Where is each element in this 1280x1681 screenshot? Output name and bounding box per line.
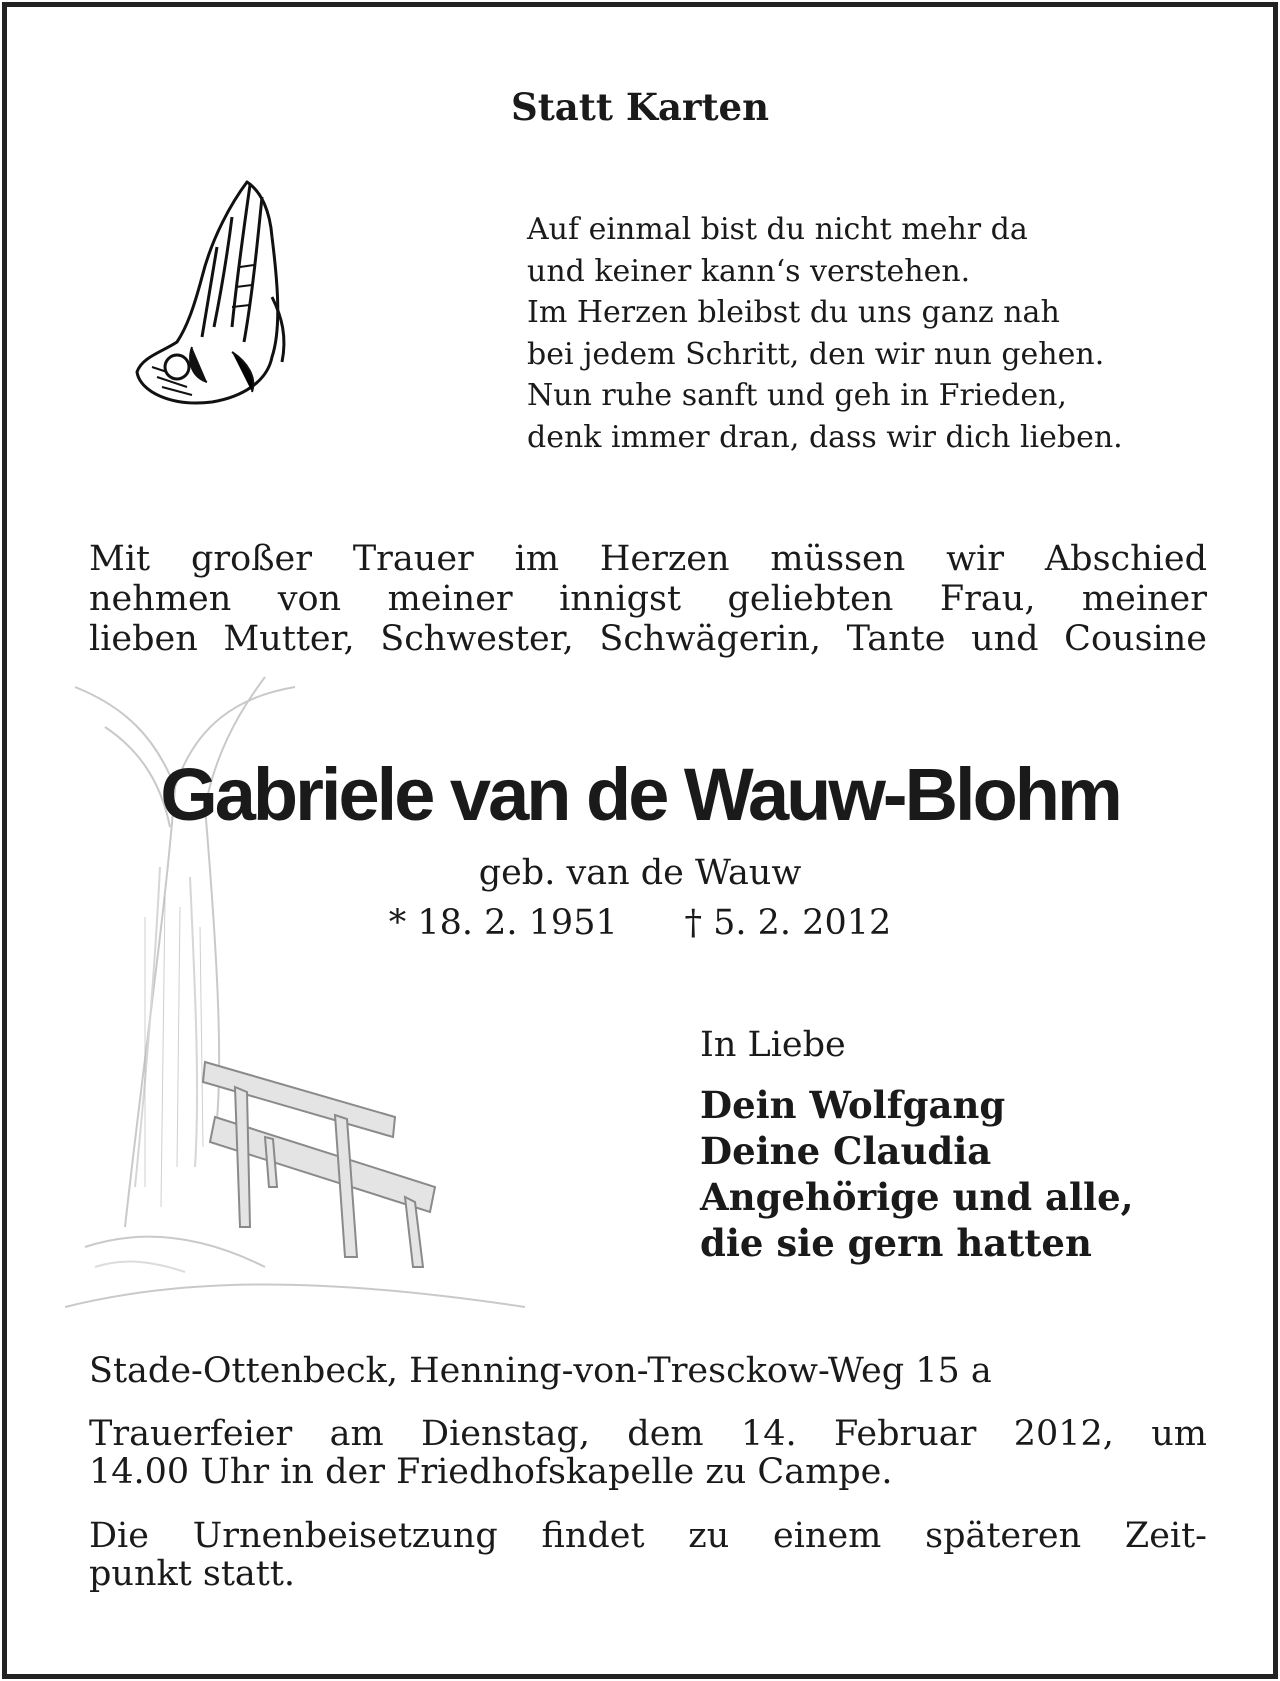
poem-line: Auf einmal bist du nicht mehr da xyxy=(527,212,1028,247)
deceased-name: Gabriele van de Wauw-Blohm xyxy=(160,753,1120,836)
poem-line: und keiner kann‘s verstehen. xyxy=(527,253,971,289)
funeral-line: Trauerfeier am Dienstag, dem 14. Februar 2012, um xyxy=(89,1414,1207,1454)
signer: Deine Claudia xyxy=(700,1129,992,1173)
poem xyxy=(527,209,1227,459)
intro-line: Mit großer Trauer im Herzen müssen wir Abschied xyxy=(89,539,1207,579)
signer: die sie gern hatten xyxy=(700,1221,1092,1265)
birth-date: * 18. 2. 1951 xyxy=(388,903,618,943)
poem-line: Im Herzen bleibst du uns ganz nah xyxy=(527,295,1060,331)
funeral-line: 14.00 Uhr in der Friedhofskapelle zu Campe. xyxy=(89,1452,893,1492)
burial-line: punkt statt. xyxy=(89,1554,296,1594)
page-title: Statt Karten xyxy=(510,85,769,129)
life-dates xyxy=(7,903,1273,943)
obituary-notice xyxy=(2,2,1278,1679)
signers-list xyxy=(700,1082,1134,1266)
death-date: † 5. 2. 2012 xyxy=(684,903,892,943)
burial-line: Die Urnenbeisetzung findet zu einem späteren Zeit- xyxy=(89,1516,1207,1556)
signer: Angehörige und alle, xyxy=(700,1175,1134,1219)
intro-line: nehmen von meiner innigst geliebten Frau, meiner xyxy=(89,579,1207,619)
poem-line: Nun ruhe sanft und geh in Frieden, xyxy=(527,378,1067,414)
signer: Dein Wolfgang xyxy=(700,1083,1006,1127)
poem-line: denk immer dran, dass wir dich lieben. xyxy=(527,419,1123,455)
address: Stade-Ottenbeck, Henning-von-Tresckow-Weg 15 a xyxy=(89,1351,992,1391)
praying-hands-icon xyxy=(132,177,292,412)
birth-name: geb. van de Wauw xyxy=(478,853,802,893)
funeral-info xyxy=(89,1415,1207,1491)
intro-line: lieben Mutter, Schwester, Schwägerin, Tante und Cousine xyxy=(89,619,1207,659)
poem-line: bei jedem Schritt, den wir nun gehen. xyxy=(527,336,1105,372)
burial-info xyxy=(89,1517,1207,1593)
greeting: In Liebe xyxy=(700,1025,846,1065)
intro-text xyxy=(89,539,1207,659)
